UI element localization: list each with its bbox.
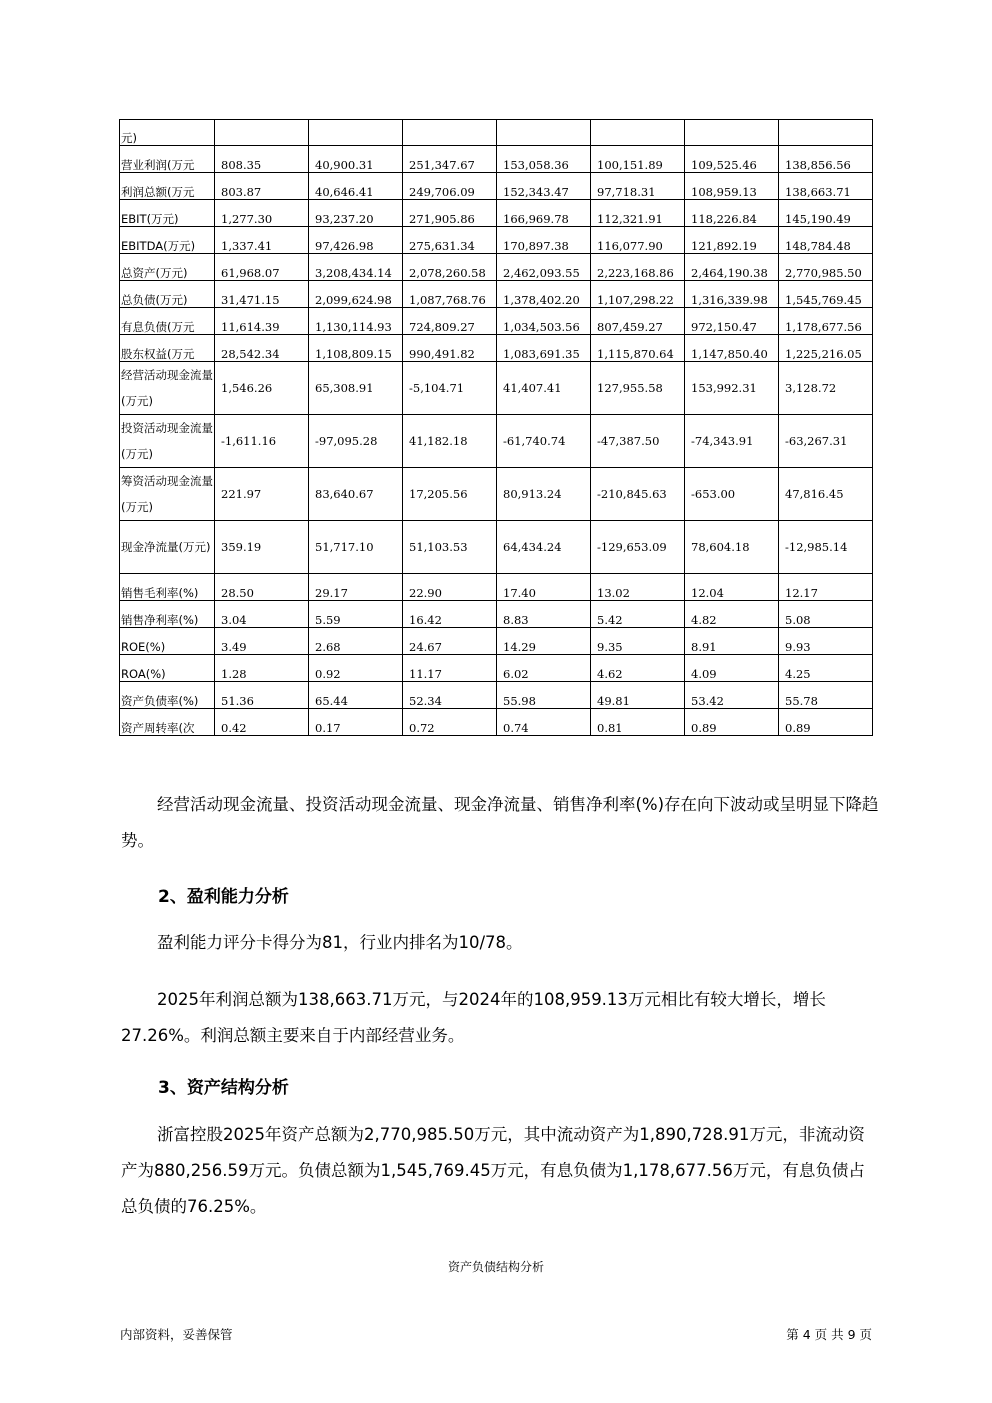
table-cell: 990,491.82 <box>403 335 497 362</box>
table-cell: 807,459.27 <box>591 308 685 335</box>
table-cell: 145,190.49 <box>779 200 873 227</box>
table-row <box>120 281 873 308</box>
table-cell: -63,267.31 <box>779 415 873 468</box>
table-row <box>120 308 873 335</box>
table-cell: 271,905.86 <box>403 200 497 227</box>
table-cell: 78,604.18 <box>685 521 779 574</box>
table-cell: 724,809.27 <box>403 308 497 335</box>
table-cell: 0.89 <box>685 709 779 736</box>
footer-confidential-note: 内部资料，妥善保管 <box>120 1327 233 1342</box>
table-cell: 1,108,809.15 <box>309 335 403 362</box>
table-cell: 40,900.31 <box>309 146 403 173</box>
table-cell: 8.91 <box>685 628 779 655</box>
table-cell: 108,959.13 <box>685 173 779 200</box>
table-cell: 1,034,503.56 <box>497 308 591 335</box>
table-cell: 170,897.38 <box>497 227 591 254</box>
table-cell: 153,058.36 <box>497 146 591 173</box>
table-cell: 5.42 <box>591 601 685 628</box>
row-label: 现金净流量(万元) <box>120 521 215 574</box>
table-cell <box>591 120 685 146</box>
table-row <box>120 227 873 254</box>
table-cell: 1,115,870.64 <box>591 335 685 362</box>
table-cell: 64,434.24 <box>497 521 591 574</box>
table-cell: 11,614.39 <box>215 308 309 335</box>
table-cell: 118,226.84 <box>685 200 779 227</box>
table-row <box>120 362 873 415</box>
table-cell: 4.62 <box>591 655 685 682</box>
table-cell: 14.29 <box>497 628 591 655</box>
table-row <box>120 335 873 362</box>
table-cell: 41,407.41 <box>497 362 591 415</box>
table-cell: 138,663.71 <box>779 173 873 200</box>
chart-caption: 资产负债结构分析 <box>447 1260 544 1274</box>
table-cell: 166,969.78 <box>497 200 591 227</box>
table-row <box>120 173 873 200</box>
table-row <box>120 254 873 281</box>
table-cell: 148,784.48 <box>779 227 873 254</box>
table-cell: 24.67 <box>403 628 497 655</box>
table-cell: 2,464,190.38 <box>685 254 779 281</box>
table-cell: 6.02 <box>497 655 591 682</box>
table-cell: 100,151.89 <box>591 146 685 173</box>
table-cell: 275,631.34 <box>403 227 497 254</box>
footer-page-number: 第 4 页 共 9 页 <box>786 1327 872 1342</box>
table-cell: 0.42 <box>215 709 309 736</box>
section-2-heading: 2、盈利能力分析 <box>158 887 289 907</box>
table-cell: 3.04 <box>215 601 309 628</box>
table-row <box>120 574 873 601</box>
row-label: 销售毛利率(%) <box>120 574 215 601</box>
table-row <box>120 200 873 227</box>
row-label: 营业利润(万元 <box>120 146 215 173</box>
table-cell: 3.49 <box>215 628 309 655</box>
financial-data-table <box>119 119 873 736</box>
table-cell: 55.98 <box>497 682 591 709</box>
row-label: EBIT(万元) <box>120 200 215 227</box>
profit-growth-paragraph: 2025年利润总额为138,663.71万元，与2024年的108,959.13万元相比有较大增长，增长27.26%。利润总额主要来自于内部经营业务。 <box>121 990 826 1045</box>
table-cell: 12.04 <box>685 574 779 601</box>
asset-structure-paragraph: 浙富控股2025年资产总额为2,770,985.50万元，其中流动资产为1,890,728.91万元，非流动资产为880,256.59万元。负债总额为1,545,769.45万元，有息负债为1,178,677.56万元，有息负债占总负债的76.25%。 <box>121 1125 865 1216</box>
table-cell: 31,471.15 <box>215 281 309 308</box>
table-cell: 3,128.72 <box>779 362 873 415</box>
table-cell: 1,337.41 <box>215 227 309 254</box>
row-label: EBITDA(万元) <box>120 227 215 254</box>
table-row <box>120 468 873 521</box>
table-cell: 1,277.30 <box>215 200 309 227</box>
table-row <box>120 628 873 655</box>
table-cell: -47,387.50 <box>591 415 685 468</box>
table-cell: 28,542.34 <box>215 335 309 362</box>
table-cell: 12.17 <box>779 574 873 601</box>
table-cell: -12,985.14 <box>779 521 873 574</box>
table-cell: 8.83 <box>497 601 591 628</box>
table-cell: -1,611.16 <box>215 415 309 468</box>
table-cell: 2,770,985.50 <box>779 254 873 281</box>
row-label: 投资活动现金流量(万元) <box>120 415 215 468</box>
table-cell <box>215 120 309 146</box>
table-cell: 61,968.07 <box>215 254 309 281</box>
table-cell: 1,178,677.56 <box>779 308 873 335</box>
table-row <box>120 709 873 736</box>
table-cell: 80,913.24 <box>497 468 591 521</box>
table-cell: 40,646.41 <box>309 173 403 200</box>
table-cell: 51,103.53 <box>403 521 497 574</box>
table-cell: 49.81 <box>591 682 685 709</box>
table-cell: 2,099,624.98 <box>309 281 403 308</box>
table-cell: 251,347.67 <box>403 146 497 173</box>
row-label: 资产周转率(次 <box>120 709 215 736</box>
row-label: 有息负债(万元 <box>120 308 215 335</box>
table-cell: 47,816.45 <box>779 468 873 521</box>
table-cell: 17,205.56 <box>403 468 497 521</box>
table-cell: 1,147,850.40 <box>685 335 779 362</box>
table-cell: 51.36 <box>215 682 309 709</box>
row-label: ROE(%) <box>120 628 215 655</box>
table-cell: 13.02 <box>591 574 685 601</box>
table-cell: 1.28 <box>215 655 309 682</box>
table-cell: 4.25 <box>779 655 873 682</box>
table-row <box>120 682 873 709</box>
table-cell <box>309 120 403 146</box>
table-cell: 16.42 <box>403 601 497 628</box>
table-cell: 4.09 <box>685 655 779 682</box>
table-cell: 2,462,093.55 <box>497 254 591 281</box>
table-cell: 2,223,168.86 <box>591 254 685 281</box>
table-cell: -97,095.28 <box>309 415 403 468</box>
table-cell: 808.35 <box>215 146 309 173</box>
table-row <box>120 415 873 468</box>
table-cell: 0.17 <box>309 709 403 736</box>
table-cell: 0.89 <box>779 709 873 736</box>
table-cell: 0.81 <box>591 709 685 736</box>
table-cell: 1,130,114.93 <box>309 308 403 335</box>
table-row <box>120 120 873 146</box>
row-label: 经营活动现金流量(万元) <box>120 362 215 415</box>
table-cell: 17.40 <box>497 574 591 601</box>
table-cell: 65.44 <box>309 682 403 709</box>
row-label: 元) <box>120 120 215 146</box>
table-row <box>120 146 873 173</box>
table-cell: 127,955.58 <box>591 362 685 415</box>
table-cell: 1,087,768.76 <box>403 281 497 308</box>
table-cell: 55.78 <box>779 682 873 709</box>
table-cell: 109,525.46 <box>685 146 779 173</box>
table-cell <box>685 120 779 146</box>
table-cell: 1,378,402.20 <box>497 281 591 308</box>
table-row <box>120 521 873 574</box>
table-cell: 52.34 <box>403 682 497 709</box>
table-cell: 116,077.90 <box>591 227 685 254</box>
table-cell: 0.92 <box>309 655 403 682</box>
table-cell: -653.00 <box>685 468 779 521</box>
table-cell: 9.35 <box>591 628 685 655</box>
row-label: 总资产(万元) <box>120 254 215 281</box>
section-3-heading: 3、资产结构分析 <box>158 1078 289 1098</box>
table-cell: 51,717.10 <box>309 521 403 574</box>
table-cell: 65,308.91 <box>309 362 403 415</box>
table-cell: 2.68 <box>309 628 403 655</box>
table-cell: 1,083,691.35 <box>497 335 591 362</box>
table-cell: -61,740.74 <box>497 415 591 468</box>
table-cell: 83,640.67 <box>309 468 403 521</box>
table-cell: 249,706.09 <box>403 173 497 200</box>
table-cell: 152,343.47 <box>497 173 591 200</box>
table-cell: 11.17 <box>403 655 497 682</box>
row-label: 筹资活动现金流量(万元) <box>120 468 215 521</box>
table-cell: 221.97 <box>215 468 309 521</box>
row-label: 股东权益(万元 <box>120 335 215 362</box>
table-cell <box>779 120 873 146</box>
table-cell: 53.42 <box>685 682 779 709</box>
table-cell: 0.72 <box>403 709 497 736</box>
table-cell: 138,856.56 <box>779 146 873 173</box>
table-cell: 1,225,216.05 <box>779 335 873 362</box>
table-cell: 153,992.31 <box>685 362 779 415</box>
table-cell: 1,107,298.22 <box>591 281 685 308</box>
table-cell <box>403 120 497 146</box>
table-cell: 22.90 <box>403 574 497 601</box>
table-cell: 359.19 <box>215 521 309 574</box>
table-cell: 2,078,260.58 <box>403 254 497 281</box>
row-label: 总负债(万元) <box>120 281 215 308</box>
table-cell: 4.82 <box>685 601 779 628</box>
table-cell: 0.74 <box>497 709 591 736</box>
table-cell: -74,343.91 <box>685 415 779 468</box>
table-cell: 1,546.26 <box>215 362 309 415</box>
table-cell: 41,182.18 <box>403 415 497 468</box>
table-cell: -210,845.63 <box>591 468 685 521</box>
table-cell: 5.59 <box>309 601 403 628</box>
table-row <box>120 655 873 682</box>
table-cell: 5.08 <box>779 601 873 628</box>
table-cell: 1,316,339.98 <box>685 281 779 308</box>
table-cell: 29.17 <box>309 574 403 601</box>
table-cell: 121,892.19 <box>685 227 779 254</box>
table-cell: 28.50 <box>215 574 309 601</box>
row-label: ROA(%) <box>120 655 215 682</box>
table-cell: -129,653.09 <box>591 521 685 574</box>
table-cell: 97,718.31 <box>591 173 685 200</box>
row-label: 销售净利率(%) <box>120 601 215 628</box>
table-row <box>120 601 873 628</box>
table-cell <box>497 120 591 146</box>
trend-note-paragraph: 经营活动现金流量、投资活动现金流量、现金净流量、销售净利率(%)存在向下波动或呈明显下降趋势。 <box>121 795 879 850</box>
table-cell: 93,237.20 <box>309 200 403 227</box>
table-cell: 972,150.47 <box>685 308 779 335</box>
table-cell: 1,545,769.45 <box>779 281 873 308</box>
table-cell: -5,104.71 <box>403 362 497 415</box>
table-cell: 3,208,434.14 <box>309 254 403 281</box>
table-cell: 803.87 <box>215 173 309 200</box>
row-label: 利润总额(万元 <box>120 173 215 200</box>
profitability-score-paragraph: 盈利能力评分卡得分为81，行业内排名为10/78。 <box>157 933 523 952</box>
table-cell: 112,321.91 <box>591 200 685 227</box>
table-cell: 97,426.98 <box>309 227 403 254</box>
table-cell: 9.93 <box>779 628 873 655</box>
row-label: 资产负债率(%) <box>120 682 215 709</box>
